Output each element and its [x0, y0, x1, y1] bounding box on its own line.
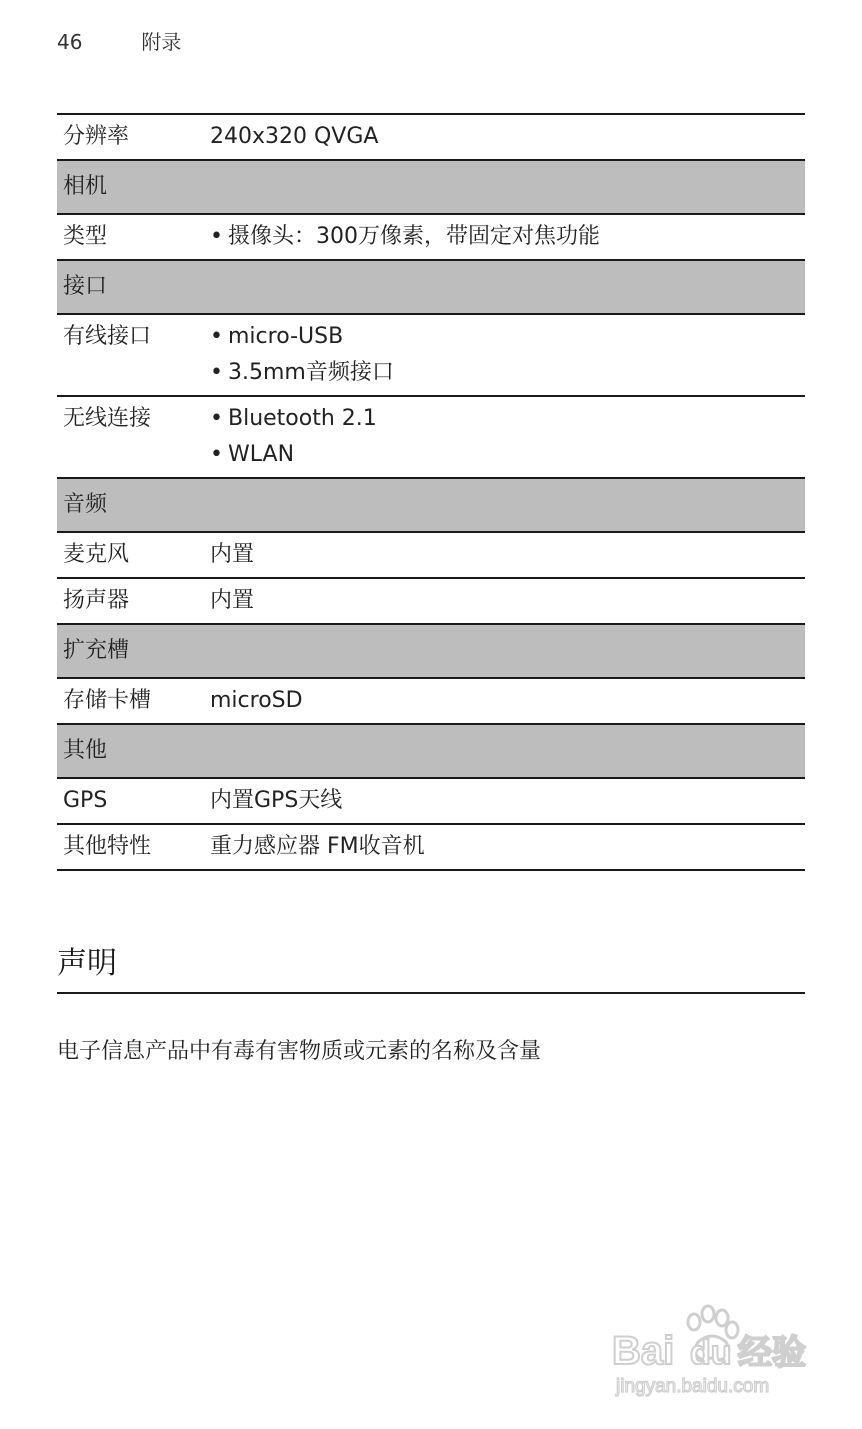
bullet-icon: • — [210, 224, 223, 249]
spec-value-text: 3.5mm音频接口 — [228, 360, 394, 385]
spec-bullet-item — [210, 355, 805, 391]
watermark-url: jingyan.baidu.com — [616, 1376, 770, 1397]
declaration-heading: 声明 — [57, 946, 117, 981]
spec-section-row — [57, 624, 805, 678]
spec-bullet-item — [210, 319, 805, 355]
spec-label: 麦克风 — [57, 532, 210, 578]
spec-value — [210, 532, 805, 578]
spec-value — [210, 114, 805, 160]
spec-row — [57, 114, 805, 160]
spec-row — [57, 678, 805, 724]
spec-bullet-item — [210, 401, 805, 437]
spec-section-label: 扩充槽 — [57, 624, 805, 678]
spec-section-row — [57, 724, 805, 778]
bullet-icon: • — [210, 442, 223, 467]
spec-value-text: 重力感应器 FM收音机 — [210, 834, 425, 859]
spec-section-row — [57, 260, 805, 314]
spec-value — [210, 678, 805, 724]
declaration-rule — [57, 992, 805, 994]
spec-value-text: 240x320 QVGA — [210, 124, 379, 149]
spec-value — [210, 314, 805, 396]
spec-value-text: 内置 — [210, 588, 255, 613]
spec-label: 扬声器 — [57, 578, 210, 624]
declaration-text: 电子信息产品中有毒有害物质或元素的名称及含量 — [57, 1039, 542, 1064]
spec-value-text: microSD — [210, 688, 303, 713]
spec-section-label: 其他 — [57, 724, 805, 778]
spec-label: 有线接口 — [57, 314, 210, 396]
bullet-icon: • — [210, 360, 223, 385]
spec-value-line — [210, 683, 805, 719]
spec-section-row — [57, 478, 805, 532]
spec-label: 存储卡槽 — [57, 678, 210, 724]
spec-value-text: 内置 — [210, 542, 255, 567]
spec-label: GPS — [57, 778, 210, 824]
spec-value-line — [210, 119, 805, 155]
spec-label: 无线连接 — [57, 396, 210, 478]
spec-row — [57, 314, 805, 396]
spec-value-text: WLAN — [228, 442, 295, 467]
spec-row — [57, 396, 805, 478]
page-number: 46 — [57, 30, 83, 54]
spec-value-line — [210, 583, 805, 619]
spec-table-body — [57, 114, 805, 870]
spec-row — [57, 532, 805, 578]
spec-value — [210, 214, 805, 260]
spec-label: 其他特性 — [57, 824, 210, 870]
spec-table — [57, 113, 805, 871]
spec-section-label: 音频 — [57, 478, 805, 532]
spec-bullet-item — [210, 437, 805, 473]
spec-value-text: 内置GPS天线 — [210, 788, 343, 813]
spec-section-label: 相机 — [57, 160, 805, 214]
spec-section-row — [57, 160, 805, 214]
svg-text:Bai: Bai — [612, 1329, 675, 1373]
spec-value — [210, 778, 805, 824]
spec-value-line — [210, 537, 805, 573]
section-title: 附录 — [141, 30, 182, 54]
baidu-paw-logo-icon — [612, 1300, 812, 1400]
baidu-watermark — [612, 1300, 812, 1400]
svg-text:du: du — [690, 1334, 732, 1372]
spec-value-text: 摄像头：300万像素，带固定对焦功能 — [228, 224, 600, 249]
spec-row — [57, 214, 805, 260]
spec-row — [57, 578, 805, 624]
spec-row — [57, 824, 805, 870]
spec-value-line — [210, 829, 805, 865]
spec-value — [210, 578, 805, 624]
spec-label: 类型 — [57, 214, 210, 260]
svg-text:经验: 经验 — [738, 1334, 806, 1372]
spec-value — [210, 396, 805, 478]
spec-value-text: Bluetooth 2.1 — [228, 406, 377, 431]
spec-row — [57, 778, 805, 824]
spec-label: 分辨率 — [57, 114, 210, 160]
page-header — [57, 26, 181, 55]
spec-value-line — [210, 783, 805, 819]
spec-value-text: micro-USB — [228, 324, 344, 349]
spec-value — [210, 824, 805, 870]
bullet-icon: • — [210, 406, 223, 431]
bullet-icon: • — [210, 324, 223, 349]
spec-bullet-item — [210, 219, 805, 255]
spec-section-label: 接口 — [57, 260, 805, 314]
